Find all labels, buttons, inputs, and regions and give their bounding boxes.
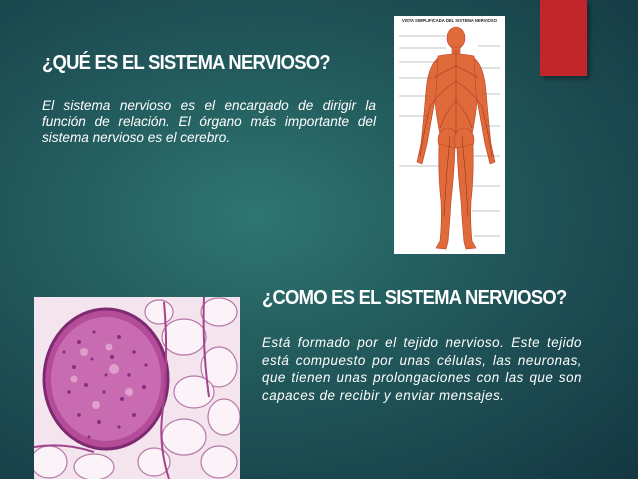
- section-title-how-is: ¿COMO ES EL SISTEMA NERVIOSO?: [262, 287, 567, 309]
- section-text-what-is: El sistema nervioso es el encargado de dirigir la función de relación. El órgano más importante del sistema nervioso es el cerebro.: [42, 98, 376, 146]
- section-title-what-is: ¿QUÉ ES EL SISTEMA NERVIOSO?: [42, 52, 330, 74]
- section-text-how-is: Está formado por el tejido nervioso. Este tejido está compuesto por unas células, las neuronas, que tienen unas prolongaciones con las que son capaces de recibir y enviar mensajes.: [262, 335, 582, 404]
- human-body-figure: [394, 16, 505, 254]
- nervous-system-anatomy-image: [394, 16, 505, 254]
- accent-bar: [540, 0, 587, 76]
- anatomy-image-title: VISTA SIMPLIFICADA DEL SISTEMA NERVIOSO: [402, 18, 497, 23]
- nerve-tissue-micrograph: [34, 297, 240, 479]
- tissue-texture: [34, 297, 240, 479]
